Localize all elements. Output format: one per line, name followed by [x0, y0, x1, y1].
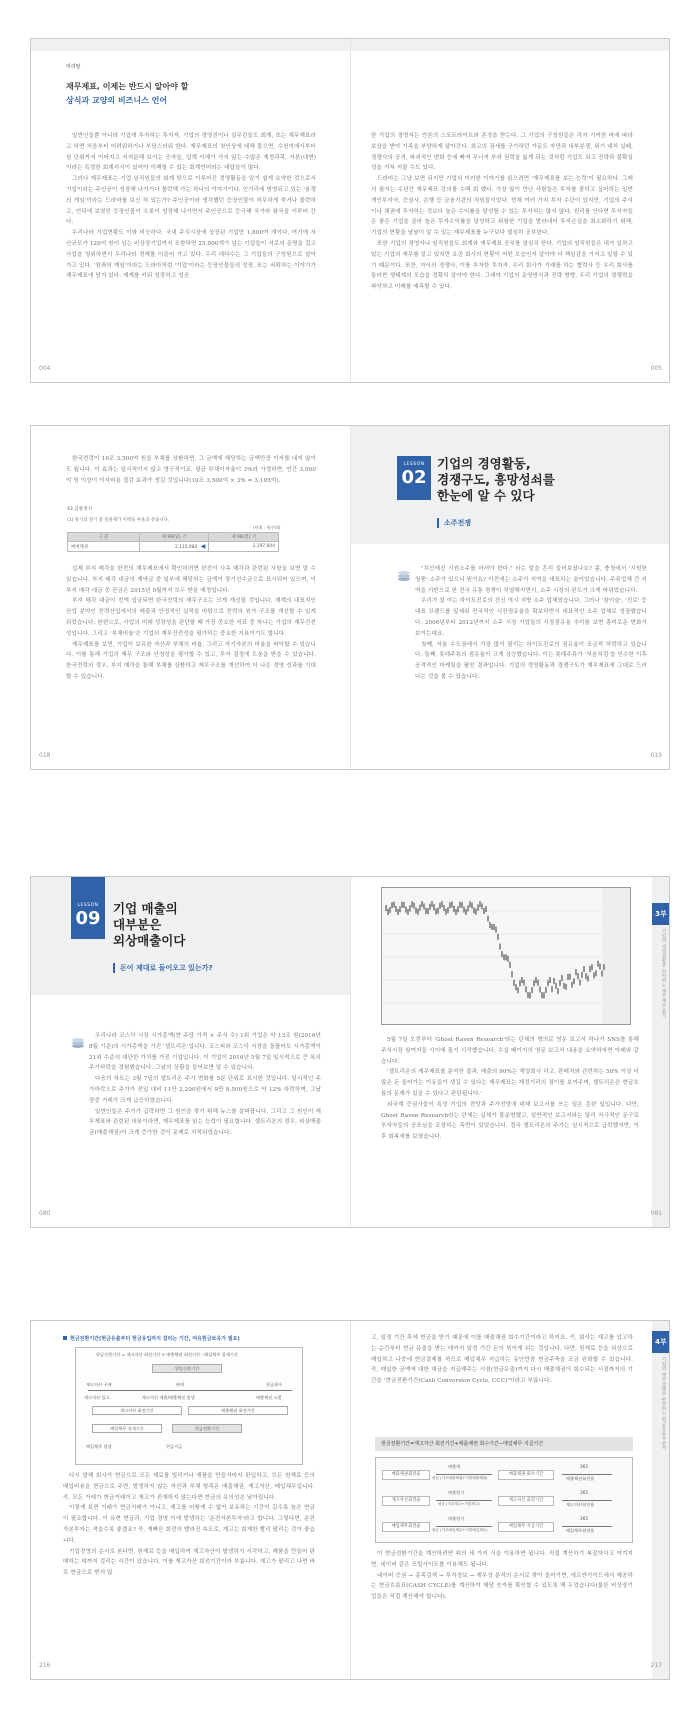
formula-row — [382, 1490, 626, 1512]
table-unit: (단위 : 원건외) — [253, 525, 281, 530]
table-header: 제 99(당) 기 — [139, 533, 209, 542]
fraction-top: 매출원가 — [448, 1490, 465, 1495]
paragraph: 일반인들뿐 아니라 기업에 투자하는 투자자, 기업의 경영진이나 실무진들도 회계, 또는 재무제표라고 하면 처음부터 어려워하거나 부담스러워 한다. 재무제표의 첫인상에 대해 물으면, 수천억에서부터 원 단위까지 이어지고 지저분해 보이는 숫자들, 업계 이해가 가지 않는 수많은 계정과목, 자본(대변)이라는 특정한 회계지식이 있어야 이해할 수 있는 회계언어라는 대답들이 많다. — [66, 133, 316, 172]
paragraph: 외국계 증권사들이 특정 기업의 전망과 주가전망에 대해 보고서를 쓰는 일은 흔한 일입니다. 다만, Ghost Raven Research라는 단체는 실체가 불분명했고, 일반적인 보고서와는 달리 자극적인 문구로 투자자들의 공포심을 조장하는 측면이 있었습니다. 결국 셀트리온의 주가는 일시적으로 급락했지만, 이후 회복세를 보였습니다. — [381, 1101, 639, 1141]
period-box — [92, 1424, 162, 1433]
table-note: (1) 당기의 전기 중 실풀계가 이액을 아울과 같습니다. — [67, 518, 170, 523]
spread-lesson-09 — [30, 876, 670, 1228]
square-bullet-icon — [63, 1336, 67, 1340]
fraction-top: 매출원가 — [448, 1516, 465, 1521]
fraction-bottom: 매입채무회전율 — [566, 1528, 595, 1533]
page-number: 005 — [650, 365, 662, 372]
receivables-table — [67, 532, 279, 552]
period-box — [92, 1406, 182, 1415]
lesson-title-line: 경쟁구도, 흥망성쇠를 — [437, 472, 555, 487]
table-cell-highlight — [139, 542, 209, 552]
timeline-label: 현금지급 — [166, 1444, 183, 1449]
lesson-number: 09 — [75, 908, 101, 929]
paragraph: 부지 매각 대금이 전액 입금되면 한국전력의 재무구조는 크게 개선될 것입니다. 재계의 대표적인 산업 분야인 전력산업에서의 매출과 안정적인 실적을 바탕으로 전력의 원가 구조를 개선할 수 있게 되었습니다. 한편으로, 사업의 미래 성장성을 판단할 때 가장 중요한 지표 중 하나는 기업의 재무건전성입니다. 그리고 '부채비율'은 기업의 재무건전성을 평가하는 중요한 지표이기도 합니다. — [66, 598, 316, 637]
timeline-label: 재고자산 입고 — [84, 1395, 110, 1400]
paragraph: 이렇게 보면 거래가 현금거래가 아니고, 재고를 어떻게 수 없이 보유하는 기간이 길수록 높은 현금이 필요합니다. 이 유현 현금과, 기업 경영 이에 발생하는 '운전자본투자'라고 합니다. 그렇다면, 운전자본투자는 적을수록 좋겠죠? 즉, 재빠른 회전의 빨라진 속도로, 재고는 회재한 빨리 팔리는 것이 좋습니다. — [63, 1505, 315, 1544]
ccc-label: 현금전환기간 — [194, 1426, 220, 1431]
paragraph: 이 현금전환기간을 계산하려면 위의 세 가지 식을 이용하면 됩니다. 직접 계산하기 복잡하다고 여겨지면, 네이버 같은 포털사이트를 이용해도 됩니다. — [371, 1551, 633, 1568]
paragraph: 드라마는 그냥 보면 되지만 기업의 이러한 이야기를 읽으려면 '재무제표를 보는 능력'이 필요하다. 그래서 필자는 수년간 재무제표 강의를 수백 회 했다. 가장 많이 만난 사람들은 투자를 잘하고 싶어하는 일반 개인투자자, 증권사, 은행 등 금융기관의 직원들이었다. 현재 여러 가지 투자 수단이 있지만, 기업의 주식이나 채권에 투자하는 것보다 높은 수익률을 달성할 수 있는 투자처는 많지 않다. 원리를 안다면 투자자들은 좋은 기업을 골라 높은 투자수익률을 달성하고 위험한 기업을 발라내어 투자손실을 최소화하기 위해, 기업의 현황을 날날이 알 수 있는 재무제표를 누구보다 열심히 공부한다. — [371, 176, 633, 237]
paragraph: '셀트리온의 재무제표를 분석한 결과, 매출의 90%는 계열회사 하고, 판매처와 관련하는 50% 이상 더 많은 돈 들어가는 이유들이 생길 수 있다는 재무제표는 재정거리의 점이를 보여주며, 셀트리온은 현금흐름의 문제가 있을 수 있다고 판단됩니다.' — [381, 1069, 639, 1097]
page-left — [31, 39, 350, 382]
formula-main: 현금전환기간=재고자산 회전기간+매출채권 회수기간−매입채무 지급기간 — [381, 1441, 544, 1447]
body-text — [66, 131, 316, 341]
timeline-label: 현금회수 — [266, 1382, 283, 1387]
stock-chart — [381, 887, 631, 1025]
fraction-bottom: 평균 (기초매입채무+기말매입채무) — [432, 1528, 488, 1532]
lesson-subtitle: 소주전쟁 — [437, 518, 471, 528]
lesson-title-line: 기업의 경영활동, — [437, 456, 531, 471]
formula-row — [382, 1464, 626, 1486]
formula-term: 재고자산회전율 — [382, 1496, 430, 1506]
fraction-top: 365 — [580, 1464, 588, 1469]
lesson-subtitle: 돈이 제대로 들어오고 있는가? — [113, 963, 213, 973]
spread-lesson-02 — [30, 425, 670, 770]
fraction-line — [562, 1526, 612, 1527]
spread-preface — [30, 38, 670, 383]
lesson-label: LESSON — [77, 903, 99, 908]
timeline-label: 재고자산 구매 — [86, 1382, 112, 1387]
fraction-bottom: 매출채권회전율 — [566, 1476, 595, 1481]
table-caption: 43 감풀정지 — [67, 507, 93, 512]
body-text — [371, 131, 633, 341]
paragraph: 일반인들은 주가가 급락하면 그 원인을 찾기 위해 뉴스를 살펴봅니다. 그리고 그 원인이 재무제표와 관련된 내용이라면, 재무제표를 읽는 능력이 필요합니다. 셀트리온의 경우, 외상매출금(매출채권)이 크게 증가한 것이 문제로 지적되었습니다. — [89, 1108, 321, 1137]
page-number: 217 — [650, 1662, 662, 1669]
body-text — [66, 454, 316, 502]
fraction-line — [562, 1500, 612, 1501]
paragraph: 한 기업의 경영자는 언론의 스포트라이트와 존경을 받는다. 그 기업의 구성원들은 각자 기여한 바에 따라 보상을 받아 가족을 부양하게 살아간다. 최고의 권세를 구가하던 가문도 자만과 내부분쟁, 위기 대처 실패, 경쟁사의 공격, 파괴적인 변화 등에 빠져 무너져 부와 권력을 잃게 되는 것처럼 기업도 되고 전략과 불확실성을 거쳐 저물 수도 있다. — [371, 133, 633, 172]
formula-term: 매출채권 회수기간 — [498, 1470, 554, 1480]
paragraph: "부산에선 시원소주를 마셔야 한다." 라는 말을 흔히 들어보셨나요? 좀, 충청에서 '시원한 청풍' 소주가 있으니 뭔가요? 이전에는 소주가 지역을 대표하는 술이었습니다. 주류업체 간 지역을 기반으로 한 전국 유통 경쟁이 치열해지면서, 소주 시장의 판도가 크게 바뀌었습니다. — [415, 566, 647, 594]
period-box — [188, 1406, 288, 1415]
page-number: 004 — [39, 365, 51, 372]
lesson-number-badge — [397, 456, 431, 500]
page-number: 018 — [39, 752, 51, 759]
fraction-line — [436, 1474, 492, 1475]
table-header: 구 분 — [68, 533, 140, 542]
page-number: 081 — [650, 1210, 662, 1217]
lesson-title — [437, 456, 555, 504]
fraction-top: 365 — [580, 1516, 588, 1521]
period-label: 재고자산 회전기간 — [120, 1408, 154, 1413]
paragraph: 다음의 차트는 3월 7일의 셀트리온 주가 변화를 5분 단위로 표시한 것입니다. 일시적인 주가하락으로 주가가 전일 대비 11만 2,200원에서 9만 8,500원으로 약 12% 하락하며, 그날 장중 거래가 크게 급증하였습니다. — [89, 1076, 321, 1104]
paragraph: 한국전력이 10조 3,500억 원을 부채를 상환하면, 그 금액에 해당하는 금액만큼 이자를 내지 않아도 됩니다. 이 효과는 일시적이지 않고 영구적이죠. 평균 부채이자율이 3%라 가정하면, 연간 3,000억 원 이상이 이자비용 절감 효과가 생길 것입니다(10조 3,500억 × 3% = 3,105억). — [66, 456, 316, 484]
period-label: 매출채권 회전기간 — [221, 1408, 255, 1413]
page-right — [351, 39, 670, 382]
table-cell: 매매채권 — [68, 542, 140, 552]
table-row — [68, 542, 279, 552]
paragraph: 실제 부지 매각을 한전의 재무제표에서 확인하려면 한전이 사옥 매각과 관련된 사항을 보면 알 수 있습니다. 부지 매각 대금의 계약금 중 일부에 해당하는 금액이 장기선수금으로 표시되어 있으며, 이 부지 매각 대금 중 잔금은 2015년 9월까지 모두 받을 예정입니다. — [66, 566, 316, 594]
lesson-title-line: 한눈에 알 수 있다 — [437, 488, 535, 503]
part-tab: 3부 — [652, 903, 670, 925]
page-left — [31, 877, 350, 1227]
preface-title-line2: 상식과 교양의 비즈니스 언어 — [66, 96, 168, 105]
fraction-bottom: 재고자산회전율 — [566, 1502, 595, 1507]
body-text — [371, 1333, 633, 1431]
paragraph: 우리나라 코스닥 시장 시가총액(현 주당 가격 × 주식 수) 1위 기업은 약 13조 원(2016년 8월 기준)의 시가총액을 가진 '셀트리온'입니다. 코스피와 코스닥 시장을 통틀어도 시가총액이 21위 수준의 대단한 가치를 가진 기업입니다. 이 기업이 2016년 5월 7일 일시적으로 큰 폭의 주가하락을 경험했습니다. 그날의 상황을 들어보면 알 수 있습니다. — [89, 1033, 321, 1072]
page-right — [351, 877, 670, 1227]
cycle-box — [152, 1364, 222, 1373]
arrow-left-icon: ◀ — [200, 543, 206, 550]
body-text — [381, 1035, 639, 1205]
period-label: 매입채무 결제기간 — [110, 1426, 144, 1431]
paragraph: 첫째, 서울 수도권에서 가장 많이 팔리는 하이트진로의 점유율이 조금씩 하락하고 있습니다. 둘째, 롯데주류의 점유율이 크게 상승했습니다. 이는 롯데주류가 '처음처럼'을 인수한 이후 공격적인 마케팅을 펼친 결과입니다. 기업의 경영활동과 경쟁구도가 재무제표에 그대로 드러나는 것을 볼 수 있습니다. — [415, 641, 647, 680]
table-cell: 2,197,604 — [209, 542, 279, 552]
lesson-title-line: 대부분은 — [113, 917, 162, 932]
price-axis — [602, 888, 631, 1025]
diagram-formula: 현금순환기간 = 재고자산 회전기간 + 매출채권 회전기간 - 매입채무 결제기간 — [96, 1352, 238, 1357]
body-text — [66, 564, 316, 744]
preface-title-line1: 재무제표, 이제는 반드시 알아야 할 — [66, 82, 189, 91]
formula-term: 매입채무회전율 — [382, 1522, 430, 1532]
fraction-top: 365 — [580, 1490, 588, 1495]
formula-term: 매입채무 지급기간 — [498, 1522, 554, 1532]
timeline-label: 판매 — [176, 1382, 185, 1387]
page-number: 216 — [39, 1662, 51, 1669]
coins-icon — [397, 568, 411, 582]
paragraph: 다시 말해 회사가 현금으로 모든 재료를 빌리거나 재품을 만들자마자 판입하고, 모든 원재료 등의 매입비용을 현금으로 주면, 발생하지 않는 자산과 부채 항목은 매출채권, 재고자산, 매입채무입니다. 즉, 모든 거래가 현금거래이고 재고가 존재하지 않는다면 현금의 유의성은 낮아집니다. — [63, 1473, 315, 1501]
table-header-row — [68, 533, 279, 542]
table-header: 제 98(전) 기 — [209, 533, 279, 542]
paragraph: 우리나라 기업현황도 이와 비슷하다. 국내 주식시장에 상장된 기업만 1,800여 개이다. 여기에 자산규모가 120억 원이 넘는 비상장기업까지 포함하면 25,000개가 넘는 기업들이 서로의 운명을 걸고 사업을 영위하면서 우리나라 경제를 이끌어 가고 있다. 우리 대다수는 그 기업들의 구성원으로 살아가고 있다. '왕좌의 게임'이라는 드라마처럼 '기업'이라는 등장인물들의 성장, 또는 쇠퇴하는 이야기가 재무제표에 담겨 있다. 재계를 키워 성장하고 성공 — [66, 230, 316, 280]
kicker-label: 머리말 — [66, 64, 81, 70]
table-cell: 2,115,984 — [174, 545, 198, 550]
formula-panel — [375, 1457, 633, 1543]
paragraph: 5월 7일 오전부터 'Ghost Raven Research'라는 단체의 명의로 영문 보고서 하나가 SNS를 통해 주식시장 참여자들 사이에 돌기 시작했습니다. 수십 페이지의 영문 보고서 내용을 요약하자면 아래와 같습니다. — [381, 1037, 639, 1065]
fraction-bottom: 평균 (기초재고+기말재고) — [438, 1502, 480, 1506]
body-text — [415, 564, 647, 744]
diagram-title — [63, 1335, 240, 1342]
page-right — [351, 1321, 670, 1679]
fraction-line — [562, 1474, 612, 1475]
lesson-title-line: 기업 매출의 — [113, 901, 178, 916]
page-number: 080 — [39, 1210, 51, 1217]
timeline-label: 매출채권 소멸 — [256, 1395, 282, 1400]
paragraph: 또한 기업의 경영자나 임직원들도 회계와 재무제표 공부를 열심히 한다. 기업의 임직원들은 내가 일하고 있는 기업의 재무를 알고 있지만 요즘 회사의 현황이 어떤 모습인지 알아야 더 책임감을 가지고 일할 수 있기 때문이다. 또한, 자사의 경쟁사, 이를 투자한 투자자, 우리 회사가 거래를 하는 협력사 등 우리 회사를 둘러싼 생태계의 모습을 정확히 알아야 한다. 그래야 기업의 운영방식과 전략 방향, 우리 기업의 경쟁력을 파악하고 미래를 예측할 수 있다. — [371, 240, 633, 291]
paragraph: 고, 일정 기간 후에 현금을 받기 때문에 이를 매출채권 회수기간이라고 하지요. 즉, 회사는 재고를 입고하는 순간부터 현금 유출을 받는 데까지 일정 기간 돈이 묶이게 되는 것입니다. 다만, 원재료 등을 외상으로 매입하고 나중에 현금결제를 하므로 매입채무 지급하는 동안만큼 현금주축을 조금 완화할 수 있습니다. 즉, 매입한 금액에 대한 대금을 지급해주는 시점(현금유출)까지 다시 매출채권이 회수되는 시점까지의 기간을 '현금전환기간(Cash Conversion Cycle, CCC)'이라고 부릅니다. — [371, 1335, 633, 1385]
paragraph: 네이버 증권 → 종목검색 → 투자정보 → 재무상 분석의 순서로 찾아 들어가면, 에프엔가이드에서 제공하는 현금흐름표(CASH CYCLE)를 계산하여 해당 숫자를 확인할 수 있도록 해 두었습니다(물론 비상장기업들은 직접 계산해야 합니다). — [371, 1572, 633, 1601]
coins-icon — [71, 1035, 85, 1049]
formula-term: 매출채권회전율 — [382, 1470, 430, 1480]
part-title-vertical: 기업의 재무상태를 판단하는 현금흐름표 분석 — [661, 1357, 666, 1451]
lesson-number: 02 — [401, 467, 427, 488]
body-text — [371, 1549, 633, 1649]
lesson-number-badge — [71, 877, 105, 939]
page-number: 019 — [650, 752, 662, 759]
body-text — [89, 1031, 321, 1201]
page-left — [31, 426, 350, 769]
lesson-title-line: 외상매출이다 — [113, 933, 186, 948]
fraction-line — [436, 1500, 492, 1501]
formula-term: 재고자산 회전기간 — [498, 1496, 554, 1506]
page-right — [351, 426, 670, 769]
formula-row — [382, 1516, 626, 1538]
cash-cycle-diagram — [75, 1347, 303, 1465]
fraction-line — [436, 1526, 492, 1527]
paragraph: 우리가 잘 아는 하이트진로의 전신 역시 지방 소주 업체였습니다. 그러나 '참이슬', '진로' 등 대표 브랜드를 앞세워 전국적인 시장점유율을 확보하면서 대표적인 소주 업체로 성장했습니다. 2006년부터 2012년까지 소주 시장 기업들의 시장점유율 추이를 보면 흥미로운 변화가 보이는데요. — [415, 598, 647, 637]
ccc-box — [172, 1424, 242, 1433]
lesson-label: LESSON — [403, 462, 425, 467]
timeline-label: 재고자산 매출/매출채권 발생 — [142, 1395, 195, 1400]
fraction-top: 매출액 — [448, 1464, 461, 1469]
formula-heading — [375, 1437, 633, 1451]
fraction-bottom: 평균 (기초매출채권+기말매출채권) — [432, 1476, 488, 1480]
part-tab: 4부 — [652, 1331, 670, 1353]
diagram-title-text: 현금전환기간(현금유출부터 현금유입까지 걸리는 기간, 여유현금보유가 필요) — [70, 1336, 240, 1342]
cycle-label: 영업순환기간 — [174, 1366, 200, 1371]
paragraph: 재무제표를 보면, 기업이 보유한 자산과 부채의 비율, 그리고 자기자본의 비율을 파악할 수 있습니다. 이를 통해 기업의 재무 구조와 안정성을 평가할 수 있고, 투자 결정에 도움을 받을 수 있습니다. 한국전력의 경우, 부지 매각을 통해 부채를 상환하고 재무구조를 개선하여 더 나은 경영 성과를 기대할 수 있습니다. — [66, 641, 316, 680]
paragraph: 기업경영의 순서로 본다면, 원재료 등을 매입하여 재고자산이 발생하기 시작하고, 제품을 만들어 판매하는 데까지 걸리는 시간이 있습니다. 이를 재고자산 회전기간이라 부릅니다. 재고가 팔리고 나면 바로 현금으로 받지 않 — [63, 1548, 315, 1577]
body-text — [63, 1471, 315, 1649]
spread-cash-cycle — [30, 1320, 670, 1680]
paragraph: 그러나 재무제표는 기업 임직원들의 회계 탓으로 이루어진 경영활동을 알기 쉽게 요약한 것으로서 기업이라는 주인공이 성장해 나가거나 몰락해 가는 하나의 이야기이다. 인기리에 방영되고 있는 '용쟁의 게임'이라는 드라마를 보신 적 있는가? 주인공이라 생각했던 등장인물이 허무하게 죽거나 몰락하고, 언덕에 보였던 등장인물이 오롯이 성장해 나가면서 주인공으로 등극해 국가와 왕국을 이루어 간다. — [66, 176, 316, 226]
timeline-label: 매입채무 발생 — [86, 1444, 112, 1449]
lesson-title — [113, 901, 185, 949]
timeline-line — [88, 1390, 292, 1391]
part-title-vertical: 기업의 경영상황을 파악하는 재무제표 분석 — [661, 929, 666, 1018]
page-left — [31, 1321, 350, 1679]
